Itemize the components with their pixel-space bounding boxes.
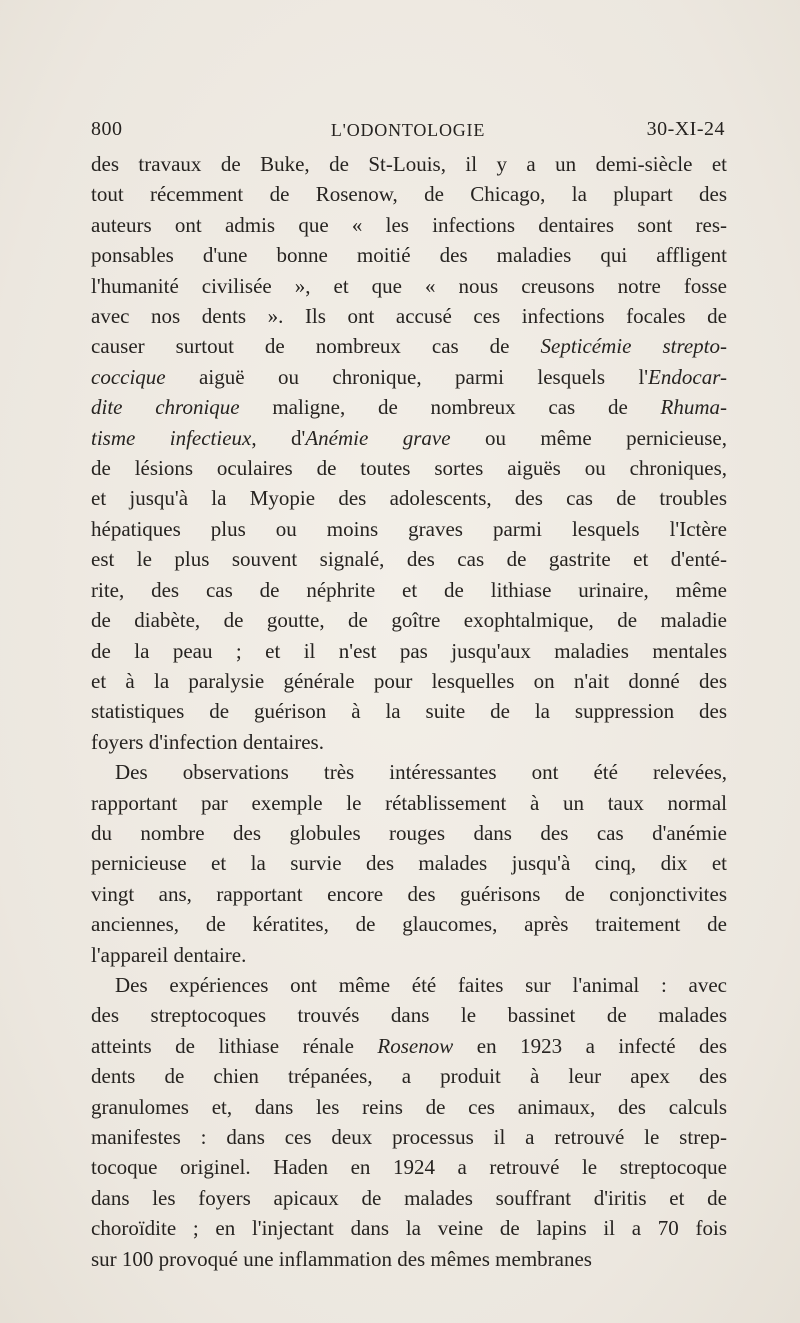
text-line xyxy=(91,240,727,270)
body-text xyxy=(91,149,727,1274)
text-line xyxy=(91,392,727,422)
italic-text: Rhuma- xyxy=(660,395,727,420)
running-head xyxy=(91,118,725,148)
text-segment: foyers d'infection dentaires. xyxy=(91,729,324,754)
text-segment: statistiques de guérison à la suite de la suppression des xyxy=(91,699,727,724)
italic-text: Septicémie strepto- xyxy=(540,334,727,359)
text-segment: rite, des cas de néphrite et de lithiase urinaire, même xyxy=(91,577,727,602)
text-segment: des travaux de Buke, de St-Louis, il y a un demi-siècle et xyxy=(91,152,727,176)
text-line xyxy=(91,271,727,301)
italic-text: Rosenow xyxy=(377,1033,454,1058)
text-line xyxy=(91,605,727,635)
text-segment: tocoque originel. Haden en 1924 a retrouvé le streptocoque xyxy=(91,1155,727,1180)
text-line xyxy=(91,1244,727,1274)
paragraph xyxy=(91,970,727,1274)
text-line xyxy=(91,970,727,1000)
text-segment: l'appareil dentaire. xyxy=(91,942,247,967)
text-segment: ou même pernicieuse, xyxy=(450,425,727,450)
text-segment: de diabète, de goutte, de goître exophtalmique, de maladie xyxy=(91,608,727,633)
text-line xyxy=(91,940,727,970)
text-line xyxy=(91,666,727,696)
text-line xyxy=(91,1122,727,1152)
text-line xyxy=(91,788,727,818)
text-line xyxy=(91,301,727,331)
text-line xyxy=(91,331,727,361)
text-segment: rapportant par exemple le rétablissement à un taux normal xyxy=(91,790,727,815)
text-line xyxy=(91,818,727,848)
page-number: 800 xyxy=(91,118,123,140)
text-line xyxy=(91,879,727,909)
text-segment: des streptocoques trouvés dans le bassinet de malades xyxy=(91,1003,727,1028)
text-segment: dents de chien trépanées, a produit à leur apex des xyxy=(91,1064,727,1089)
text-line xyxy=(91,727,727,757)
text-segment: , d' xyxy=(251,425,306,450)
paragraph xyxy=(91,757,727,970)
text-segment: atteints de lithiase rénale xyxy=(91,1033,378,1058)
text-segment: avec nos dents ». Ils ont accusé ces infections focales de xyxy=(91,304,727,329)
text-segment: en 1923 a infecté des xyxy=(453,1033,728,1058)
text-segment: ponsables d'une bonne moitié des maladies qui affligent xyxy=(91,243,727,268)
text-segment: de la peau ; et il n'est pas jusqu'aux maladies mentales xyxy=(91,638,727,663)
italic-text: Anémie grave xyxy=(305,425,451,450)
text-segment: dans les foyers apicaux de malades souffrant d'iritis et de xyxy=(91,1185,727,1210)
journal-title: L'ODONTOLOGIE xyxy=(330,120,486,140)
text-segment: sur 100 provoqué une inflammation des mêmes membranes xyxy=(91,1246,592,1271)
text-line xyxy=(91,149,727,179)
text-line xyxy=(91,514,727,544)
text-segment: et jusqu'à la Myopie des adolescents, des cas de troubles xyxy=(91,486,727,511)
text-line xyxy=(91,483,727,513)
text-line xyxy=(91,1183,727,1213)
text-segment: Des observations très intéressantes ont été relevées, xyxy=(115,760,727,785)
text-segment: et à la paralysie générale pour lesquelles on n'ait donné des xyxy=(91,668,727,693)
text-segment: tout récemment de Rosenow, de Chicago, la plupart des xyxy=(91,182,727,207)
text-segment: Des expériences ont même été faites sur l'animal : avec xyxy=(115,972,727,997)
text-line xyxy=(91,1000,727,1030)
text-segment: auteurs ont admis que « les infections dentaires sont res- xyxy=(91,212,727,237)
italic-text: Endocar- xyxy=(648,364,727,389)
text-segment: anciennes, de kératites, de glaucomes, après traitement de xyxy=(91,912,727,937)
text-line xyxy=(91,696,727,726)
text-line xyxy=(91,636,727,666)
italic-text: dite chronique xyxy=(91,395,240,420)
italic-text: coccique xyxy=(91,364,166,389)
text-segment: causer surtout de nombreux cas de xyxy=(91,334,541,359)
text-line xyxy=(91,1061,727,1091)
text-line xyxy=(91,179,727,209)
text-segment: est le plus souvent signalé, des cas de gastrite et d'enté- xyxy=(91,547,727,572)
text-line xyxy=(91,362,727,392)
text-line xyxy=(91,423,727,453)
text-line xyxy=(91,544,727,574)
text-segment: l'humanité civilisée », et que « nous creusons notre fosse xyxy=(91,273,727,298)
text-line xyxy=(91,453,727,483)
text-line xyxy=(91,757,727,787)
text-line xyxy=(91,848,727,878)
text-segment: de lésions oculaires de toutes sortes aiguës ou chroniques, xyxy=(91,456,727,481)
italic-text: tisme infectieux xyxy=(91,425,252,450)
text-line xyxy=(91,1152,727,1182)
text-segment: aiguë ou chronique, parmi lesquels l' xyxy=(165,364,649,389)
text-segment: choroïdite ; en l'injectant dans la veine de lapins il a 70 fois xyxy=(91,1216,727,1241)
text-segment: granulomes et, dans les reins de ces animaux, des calculs xyxy=(91,1094,727,1119)
text-line xyxy=(91,575,727,605)
text-line xyxy=(91,1092,727,1122)
issue-date: 30-XI-24 xyxy=(646,118,725,140)
text-segment: maligne, de nombreux cas de xyxy=(239,395,661,420)
text-segment: du nombre des globules rouges dans des cas d'anémie xyxy=(91,820,727,845)
text-segment: vingt ans, rapportant encore des guérisons de conjonctivites xyxy=(91,881,727,906)
text-segment: hépatiques plus ou moins graves parmi lesquels l'Ictère xyxy=(91,516,727,541)
text-line xyxy=(91,210,727,240)
paragraph xyxy=(91,149,727,757)
text-line xyxy=(91,1213,727,1243)
text-line xyxy=(91,1031,727,1061)
text-segment: manifestes : dans ces deux processus il a retrouvé le strep- xyxy=(91,1125,727,1149)
text-line xyxy=(91,909,727,939)
text-segment: pernicieuse et la survie des malades jusqu'à cinq, dix et xyxy=(91,851,727,876)
